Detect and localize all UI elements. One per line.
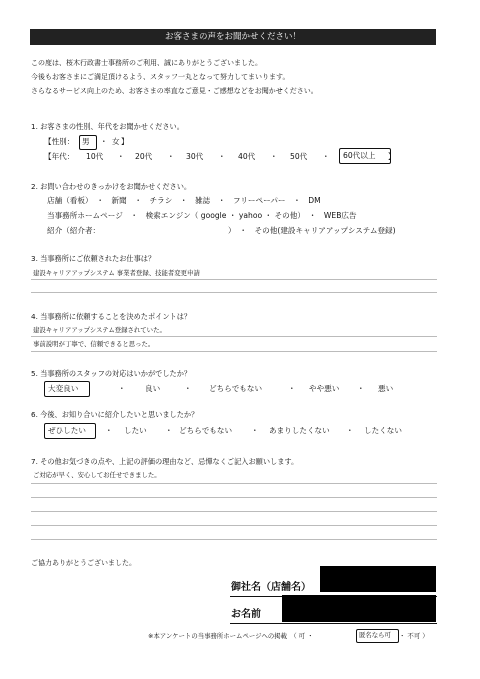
q5-question: 5. 当事務所のスタッフの対応はいかがでしたか？ bbox=[31, 369, 192, 378]
closing-text: ご協力ありがとうございました。 bbox=[31, 559, 136, 567]
q5-option-neutral[interactable]: どちらでもない bbox=[209, 384, 263, 393]
q6-sep: ・ bbox=[251, 426, 259, 435]
q6-sep: ・ bbox=[165, 426, 173, 435]
q4-rule-2 bbox=[31, 351, 437, 352]
q1-age-30[interactable]: 30代 bbox=[186, 152, 204, 161]
q1-age-10[interactable]: 10代 bbox=[86, 152, 104, 161]
q4-answer-2: 事前説明が丁寧で、信頼できると思った。 bbox=[33, 340, 155, 348]
q5-sep: ・ bbox=[118, 384, 126, 393]
footnote-anonymous-ok[interactable]: 匿名なら可 bbox=[359, 631, 391, 639]
q4-question: 4. 当事務所に依頼することを決めたポイントは？ bbox=[31, 312, 192, 321]
q1-age-sep: ・ bbox=[218, 152, 226, 161]
q5-sep: ・ bbox=[288, 384, 296, 393]
q3-rule-1 bbox=[31, 279, 437, 280]
q5-sep: ・ bbox=[184, 384, 192, 393]
q1-age-40[interactable]: 40代 bbox=[238, 152, 256, 161]
q2-question: 2. お問い合わせのきっかけをお聞かせください。 bbox=[31, 182, 192, 191]
q7-rule-5 bbox=[31, 539, 437, 540]
q1-question: 1. お客さまの性別、年代をお聞かせください。 bbox=[31, 122, 184, 131]
q2-row-2: 当事務所ホームページ ・ 検索エンジン（ google ・ yahoo ・ その他） ・ WEB広告 bbox=[47, 211, 357, 220]
q1-gender-female[interactable]: 女 bbox=[112, 137, 120, 146]
q6-sep: ・ bbox=[105, 426, 113, 435]
intro-line-3: さらなるサービス向上のため、お客さまの率直なご意見・ご感想などをお聞かせください。 bbox=[31, 87, 318, 95]
q2-row-1: 店舗（看板） ・ 新聞 ・ チラシ ・ 雑誌 ・ フリーペーパー ・ DM bbox=[47, 196, 321, 205]
footnote-suffix: ・ 不可 ） bbox=[399, 632, 429, 640]
q1-gender-close: 】 bbox=[121, 137, 129, 146]
q2-row-3-rest: ） ・ その他(建設キャリアアップシステム登録) bbox=[228, 226, 396, 235]
q3-rule-2 bbox=[31, 292, 437, 293]
survey-title: お客さまの声をお聞かせください！ bbox=[164, 32, 301, 42]
q7-question: 7. その他お気づきの点や、上記の評価の理由など、忌憚なくご記入お願いします。 bbox=[31, 457, 299, 466]
q2-row-3-label: 紹介（紹介者： bbox=[47, 226, 101, 235]
q1-age-label: 【年代： bbox=[44, 152, 75, 161]
q1-age-50[interactable]: 50代 bbox=[290, 152, 308, 161]
q7-answer: ご対応が早く、安心してお任せできました。 bbox=[33, 471, 161, 479]
q1-gender-sep: ・ bbox=[100, 137, 108, 146]
q1-gender-male[interactable]: 男 bbox=[82, 137, 90, 146]
q6-option-not-really[interactable]: あまりしたくない bbox=[269, 426, 330, 435]
q1-age-sep: ・ bbox=[117, 152, 125, 161]
q3-answer: 建設キャリアアップシステム 事業者登録、技能者変更申請 bbox=[33, 269, 200, 277]
q6-option-no[interactable]: したくない bbox=[364, 426, 402, 435]
q4-answer-1: 建設キャリアアップシステム登録されていた。 bbox=[33, 326, 166, 334]
q5-option-very-good[interactable]: 大変良い bbox=[48, 384, 79, 393]
q7-rule-3 bbox=[31, 511, 437, 512]
q6-sep: ・ bbox=[346, 426, 354, 435]
q1-gender-label: 【性別： bbox=[44, 137, 75, 146]
q3-question: 3. 当事務所にご依頼されたお仕事は？ bbox=[31, 254, 156, 263]
q7-rule-4 bbox=[31, 525, 437, 526]
company-name-label: 御社名（店舗名） bbox=[231, 582, 311, 593]
person-name-underline bbox=[230, 623, 437, 624]
q7-rule-2 bbox=[31, 497, 437, 498]
person-name-label: お名前 bbox=[231, 609, 261, 620]
q5-option-bad[interactable]: 悪い bbox=[378, 384, 394, 393]
q5-option-good[interactable]: 良い bbox=[145, 384, 161, 393]
intro-line-2: 今後もお客さまにご満足頂けるよう、スタッフ一丸となって努力してまいります。 bbox=[31, 73, 290, 81]
company-name-redaction bbox=[320, 566, 436, 592]
q6-option-neutral[interactable]: どちらでもない bbox=[179, 426, 233, 435]
q1-age-sep: ・ bbox=[270, 152, 278, 161]
q1-age-close: 】 bbox=[388, 152, 396, 161]
q4-rule-1 bbox=[31, 336, 437, 337]
person-name-redaction bbox=[282, 595, 436, 622]
q1-age-sep: ・ bbox=[167, 152, 175, 161]
q6-option-definitely[interactable]: ぜひしたい bbox=[48, 426, 86, 435]
q1-age-sep: ・ bbox=[322, 152, 330, 161]
q7-rule-1 bbox=[31, 483, 437, 484]
q6-question: 6. 今後、お知り合いに紹介したいと思いましたか？ bbox=[31, 410, 199, 419]
q5-sep: ・ bbox=[357, 384, 365, 393]
intro-line-1: この度は、桜木行政書士事務所のご利用、誠にありがとうございました。 bbox=[31, 59, 262, 67]
q1-age-60plus[interactable]: 60代以上 bbox=[343, 151, 376, 160]
q1-age-20[interactable]: 20代 bbox=[135, 152, 153, 161]
q5-option-somewhat-bad[interactable]: やや悪い bbox=[309, 384, 340, 393]
q6-option-yes[interactable]: したい bbox=[124, 426, 147, 435]
footnote-prefix: ※本アンケートの当事務所ホームページへの掲載 （ 可 ・ bbox=[148, 632, 314, 640]
